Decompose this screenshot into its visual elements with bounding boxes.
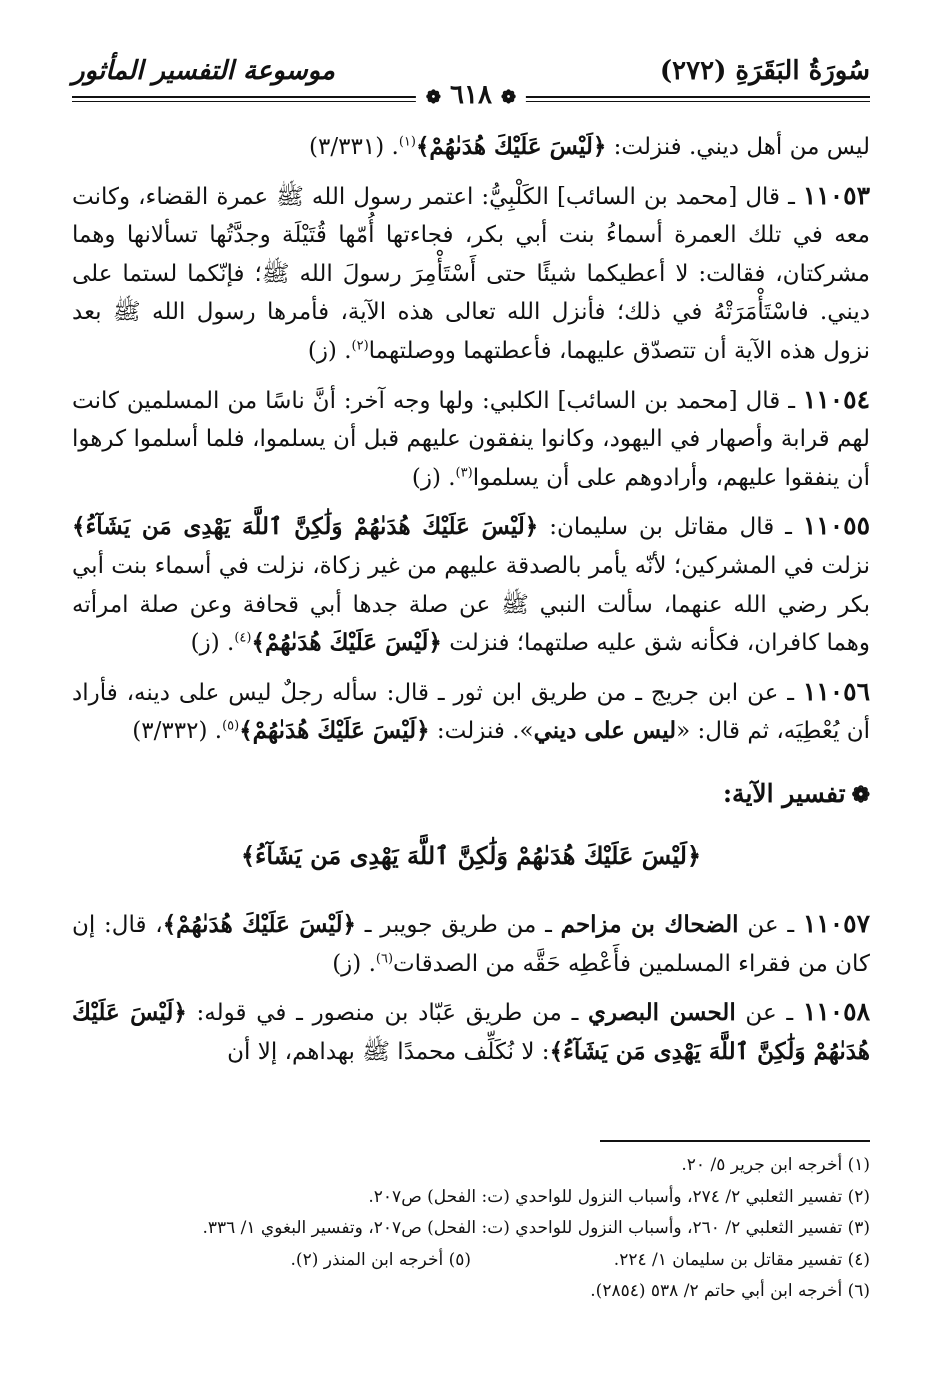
- bold-name: الضحاك بن مزاحم: [560, 911, 739, 939]
- ornament-icon: ❁: [425, 87, 441, 108]
- text-segment: ـ من طريق عَبّاد بن منصور ـ في قوله:: [186, 1000, 589, 1027]
- footnote-2: (٢) تفسير الثعلبي ٢/ ٢٧٤، وأسباب النزول للواحدي (ت: الفحل) ص٢٠٧.: [368, 1186, 870, 1207]
- athar-number: ١١٠٥٨: [802, 997, 870, 1027]
- text-segment: ـ عن: [735, 1000, 794, 1027]
- text-segment: ـ قال مقاتل بن سليمان:: [538, 514, 792, 541]
- text-segment: . (ز): [190, 630, 235, 657]
- athar-number: ١١٠٥٦: [802, 676, 871, 706]
- text-segment: نزلت في المشركين؛ لأنّه يأمر بالصدقة عليهم من غير زكاة، نزلت في أسماء بنت أبي بكر رضي الله عنهما، سألت النبي ﷺ عن صلة جدها أبي قحافة وعن صلة امرأته وهما كافران، فكأنه شق عليه صلتهما؛ فنزلت: [72, 552, 870, 657]
- footnote-separator: [600, 1140, 870, 1142]
- text-segment: . (ز): [307, 337, 352, 364]
- text-segment: ـ عن ابن جريج ـ من طريق ابن ثور ـ قال: سأله رجلٌ ليس على دينه، فأراد أن يُعْطِيَه، ثم قال: «: [72, 679, 870, 745]
- bold-name: ليس على ديني: [533, 717, 677, 745]
- footnote-ref: (١): [398, 134, 416, 150]
- page-number: ٦١٨: [450, 80, 492, 110]
- text-segment: ، قال: إن كان من فقراء المسلمين فأَعْطِه حَقَّه من الصدقات: [72, 912, 870, 977]
- footnote-ref: (٥): [222, 718, 240, 734]
- quran-quote: ﴿لَيْسَ عَلَيْكَ هُدَىٰهُمْ﴾: [251, 629, 442, 657]
- athar-number: ١١٠٥٣: [802, 180, 870, 210]
- text-segment: ـ قال [محمد بن السائب] الكَلْبِيُّ: اعتمر رسول الله ﷺ عمرة القضاء، وكانت معه في تلك العمرة أسماءُ بنت أبي بكر، فجاءتها أُمّها قُتَيْلَة وجدَّتُها تسألانها وهما مشركتان، فقالت: لا أعطيكما شيئًا حتى أَسْتَأْمِرَ رسولَ الله ﷺ؛ فإنّكما لستما على ديني. فاسْتَأْمَرَتْهُ في ذلك؛ فأنزل الله تعالى هذه الآية، فأمرها رسول الله ﷺ بعد نزول هذه الآية أن تتصدّق عليهما، فأعطتهما ووصلتهما: [72, 183, 870, 364]
- paragraph: [72, 128, 870, 167]
- footnote-row: [72, 1245, 870, 1277]
- paragraph: [72, 507, 870, 662]
- footnote-ref: (٤): [234, 630, 252, 646]
- paragraph: [72, 905, 870, 983]
- page-number-box: [416, 80, 526, 110]
- paragraph: [72, 673, 870, 751]
- book-title: موسوعة التفسير المأثور: [72, 56, 335, 86]
- footnote-ref: (٢): [351, 338, 369, 354]
- athar-number: ١١٠٥٧: [802, 909, 871, 939]
- flower-ornament-icon: ❁: [851, 781, 870, 808]
- text-segment: ليس من أهل ديني. فنزلت:: [606, 134, 870, 160]
- footnote-1: (١) أخرجه ابن جرير ٥/ ٢٠.: [681, 1155, 870, 1175]
- footnotes: [72, 1150, 870, 1308]
- section-heading: [72, 775, 870, 815]
- paragraphs-after-section: [72, 905, 870, 1071]
- paragraph: [72, 177, 870, 371]
- footnote-6: (٦) أخرجه ابن أبي حاتم ٢/ ٥٣٨ (٢٨٥٤).: [590, 1281, 870, 1301]
- quran-quote: ﴿لَيْسَ عَلَيْكَ هُدَىٰهُمْ وَلَٰكِنَّ ٱللَّهَ يَهْدِى مَن يَشَآءُ﴾: [72, 999, 870, 1065]
- text-segment: . (٣/٣٣٢): [132, 718, 223, 745]
- text-segment: : لا نُكَلِّف محمدًا ﷺ بهداهم، إلا أن: [227, 1038, 550, 1065]
- surah-title: سُورَةُ البَقَرَةِ (٢٧٢): [659, 56, 870, 86]
- text-segment: . (ز): [411, 464, 456, 491]
- footnote-ref: (٣): [455, 465, 473, 481]
- quran-verse: ﴿لَيْسَ عَلَيْكَ هُدَىٰهُمْ وَلَٰكِنَّ ٱللَّهَ يَهْدِى مَن يَشَآءُ﴾: [240, 840, 702, 870]
- text-segment: . (٣/٣٣١): [309, 134, 399, 160]
- quran-quote: ﴿لَيْسَ عَلَيْكَ هُدَىٰهُمْ﴾: [239, 717, 430, 745]
- athar-number: ١١٠٥٥: [802, 511, 870, 541]
- paragraph: [72, 993, 870, 1071]
- bold-name: الحسن البصري: [588, 999, 736, 1027]
- paragraphs-before-section: [72, 128, 870, 751]
- footnote-3: (٣) تفسير الثعلبي ٢/ ٢٦٠، وأسباب النزول للواحدي (ت: الفحل) ص٢٠٧، وتفسير البغوي ١/ ٣٣٦.: [202, 1218, 870, 1238]
- page-header: [72, 52, 870, 118]
- quran-quote: ﴿لَيْسَ عَلَيْكَ هُدَىٰهُمْ وَلَٰكِنَّ ٱللَّهَ يَهْدِى مَن يَشَآءُ﴾: [72, 513, 539, 541]
- footnote-5: (٥) أخرجه ابن المنذر (٢).: [290, 1249, 471, 1270]
- text-segment: . (ز): [332, 950, 376, 977]
- paragraph: [72, 381, 870, 498]
- footnote-ref: (٦): [375, 951, 394, 967]
- quran-quote: ﴿لَيْسَ عَلَيْكَ هُدَىٰهُمْ﴾: [415, 133, 607, 160]
- main-text: [72, 128, 870, 1081]
- ornament-icon: ❁: [501, 87, 517, 108]
- section-title: تفسير الآية:: [722, 778, 846, 808]
- text-segment: ـ عن: [738, 912, 795, 939]
- text-segment: ». فنزلت:: [429, 718, 534, 745]
- text-segment: ـ من طريق جويبر ـ: [356, 912, 561, 939]
- footnote-4: (٤) تفسير مقاتل بن سليمان ١/ ٢٢٤.: [613, 1249, 870, 1270]
- text-segment: ـ قال [محمد بن السائب] الكلبي: ولها وجه آخر: أنَّ ناسًا من المسلمين كانت لهم قرابة وأصهار في اليهود، وكانوا ينفقون عليهم قبل أن يسلموا، فلما أسلموا كرهوا أن ينفقوا عليهم، وأرادوهم على أن يسلموا: [72, 387, 870, 491]
- quran-quote: ﴿لَيْسَ عَلَيْكَ هُدَىٰهُمْ﴾: [162, 911, 357, 939]
- athar-number: ١١٠٥٤: [802, 384, 870, 414]
